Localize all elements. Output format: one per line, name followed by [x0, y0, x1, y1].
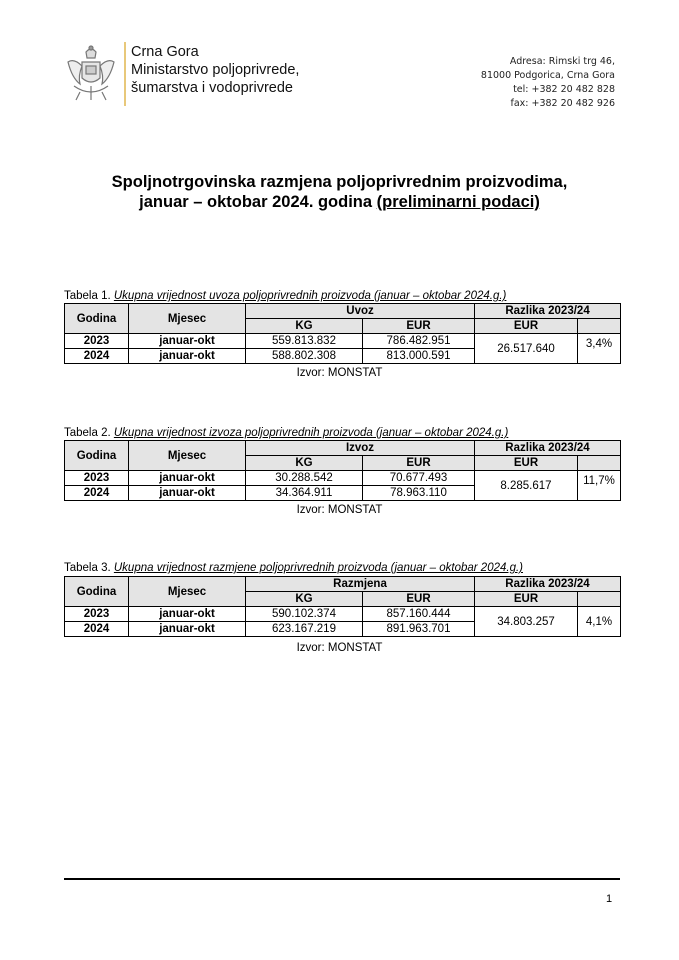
cell-kg: 30.288.542 — [246, 471, 363, 486]
header-razlika-eur: EUR — [475, 319, 578, 334]
header-group: Razmjena — [246, 577, 475, 592]
ministry-line: Crna Gora — [131, 44, 199, 60]
document-title — [0, 172, 679, 212]
cell-eur: 786.482.951 — [363, 334, 475, 349]
title-preliminary-note: (preliminarni podaci) — [376, 193, 540, 211]
title-period: januar – oktobar 2024. godina — [139, 193, 377, 211]
cell-razlika-pct: 4,1% — [578, 607, 621, 637]
contact-address — [481, 55, 615, 111]
header-eur: EUR — [363, 592, 475, 607]
cell-godina: 2023 — [65, 471, 129, 486]
coat-of-arms-icon — [60, 42, 122, 106]
cell-mjesec: januar-okt — [129, 486, 246, 501]
footer-rule — [64, 878, 620, 880]
table-row — [65, 334, 621, 349]
cell-kg: 559.813.832 — [246, 334, 363, 349]
header-godina: Godina — [65, 304, 129, 334]
cell-razlika-pct: 3,4% — [578, 334, 621, 364]
cell-godina: 2023 — [65, 334, 129, 349]
header-kg: KG — [246, 456, 363, 471]
table-2-exports — [64, 440, 621, 501]
header-razlika-pct — [578, 456, 621, 471]
table-3-source: Izvor: MONSTAT — [296, 642, 383, 654]
cell-kg: 34.364.911 — [246, 486, 363, 501]
cell-mjesec: januar-okt — [129, 349, 246, 364]
table-2-caption — [64, 427, 508, 440]
cell-mjesec: januar-okt — [129, 607, 246, 622]
caption-text: Ukupna vrijednost razmjene poljoprivrednih proizvoda (januar – oktobar 2024.g.) — [113, 562, 523, 574]
table-3-trade — [64, 576, 621, 637]
table-2-source: Izvor: MONSTAT — [296, 504, 383, 516]
cell-razlika-eur: 8.285.617 — [475, 471, 578, 501]
cell-godina: 2023 — [65, 607, 129, 622]
table-1-imports — [64, 303, 621, 364]
cell-eur: 857.160.444 — [363, 607, 475, 622]
header-group: Uvoz — [246, 304, 475, 319]
cell-mjesec: januar-okt — [129, 334, 246, 349]
cell-eur: 78.963.110 — [363, 486, 475, 501]
cell-eur: 891.963.701 — [363, 622, 475, 637]
table-1-caption — [64, 290, 506, 303]
caption-prefix: Tabela 3. — [64, 562, 114, 574]
header-mjesec: Mjesec — [129, 577, 246, 607]
table-row — [65, 471, 621, 486]
caption-text: Ukupna vrijednost uvoza poljoprivrednih proizvoda (januar – oktobar 2024.g.) — [113, 290, 507, 302]
table-row — [65, 607, 621, 622]
phone-line: tel: +382 20 482 828 — [513, 84, 615, 95]
caption-prefix: Tabela 2. — [64, 427, 114, 439]
cell-razlika-pct: 11,7% — [578, 471, 621, 501]
page-number: 1 — [606, 893, 613, 905]
address-line: 81000 Podgorica, Crna Gora — [480, 70, 615, 81]
cell-eur: 70.677.493 — [363, 471, 475, 486]
table-1-source: Izvor: MONSTAT — [296, 367, 383, 379]
header-razlika: Razlika 2023/24 — [475, 304, 621, 319]
header-razlika-pct — [578, 319, 621, 334]
cell-eur: 813.000.591 — [363, 349, 475, 364]
cell-godina: 2024 — [65, 486, 129, 501]
header-divider — [124, 42, 126, 106]
header-razlika-pct — [578, 592, 621, 607]
header-mjesec: Mjesec — [129, 441, 246, 471]
title-line-1: Spoljnotrgovinska razmjena poljoprivrednim proizvodima, — [111, 173, 568, 191]
header-razlika-eur: EUR — [475, 592, 578, 607]
header-godina: Godina — [65, 577, 129, 607]
header-godina: Godina — [65, 441, 129, 471]
cell-godina: 2024 — [65, 349, 129, 364]
cell-razlika-eur: 34.803.257 — [475, 607, 578, 637]
ministry-line: šumarstva i vodoprivrede — [131, 80, 293, 96]
cell-kg: 623.167.219 — [246, 622, 363, 637]
header-kg: KG — [246, 592, 363, 607]
header-mjesec: Mjesec — [129, 304, 246, 334]
table-3-caption — [64, 562, 523, 575]
cell-mjesec: januar-okt — [129, 471, 246, 486]
header-eur: EUR — [363, 456, 475, 471]
cell-kg: 588.802.308 — [246, 349, 363, 364]
header-eur: EUR — [363, 319, 475, 334]
title-line-2 — [0, 192, 679, 212]
header-razlika: Razlika 2023/24 — [475, 441, 621, 456]
cell-razlika-eur: 26.517.640 — [475, 334, 578, 364]
address-line: Adresa: Rimski trg 46, — [509, 56, 615, 67]
caption-prefix: Tabela 1. — [64, 290, 114, 302]
header-razlika: Razlika 2023/24 — [475, 577, 621, 592]
fax-line: fax: +382 20 482 926 — [510, 98, 615, 109]
cell-godina: 2024 — [65, 622, 129, 637]
header-kg: KG — [246, 319, 363, 334]
caption-text: Ukupna vrijednost izvoza poljoprivrednih proizvoda (januar – oktobar 2024.g.) — [113, 427, 509, 439]
ministry-line: Ministarstvo poljoprivrede, — [131, 62, 300, 78]
header-group: Izvoz — [246, 441, 475, 456]
header-razlika-eur: EUR — [475, 456, 578, 471]
cell-mjesec: januar-okt — [129, 622, 246, 637]
cell-kg: 590.102.374 — [246, 607, 363, 622]
ministry-name — [131, 43, 299, 97]
